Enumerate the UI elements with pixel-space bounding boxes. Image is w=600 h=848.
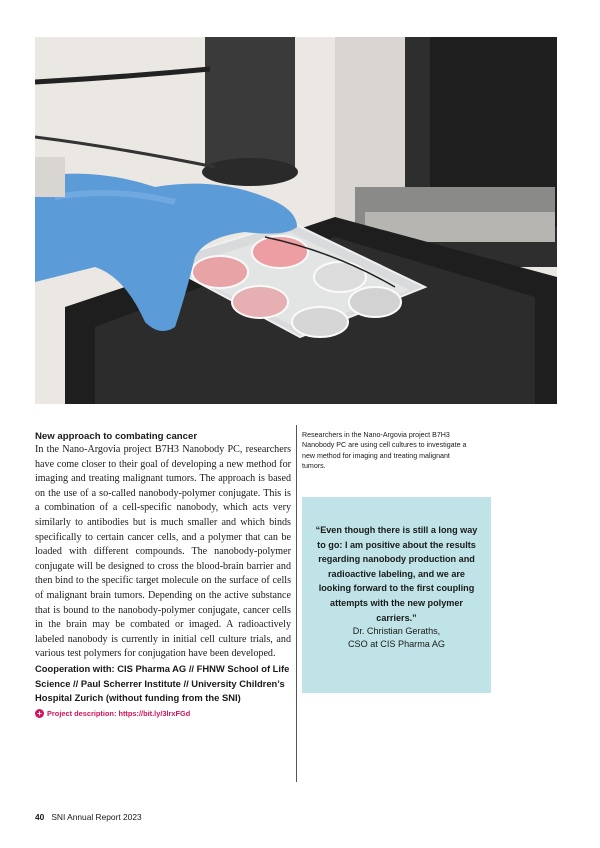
project-link-label[interactable]: Project description: https://bit.ly/3lrxFGd [47,708,191,718]
article-body: In the Nano-Argovia project B7H3 Nanobody PC, researchers have come closer to their goal of developing a new method for imaging and treating malignant tumors. The approach is based on the use of a so-called nanobody-polymer conjugate. This is a combination of a cell-specific nanobody, which acts very similarly to antibodies but is much smaller and which binds specifically to certain cancer cells, and a polymer that can be loaded with different compounds. The nanobody-polymer conjugate will be designed to cross the blood-brain barrier and then bind to the specific target molecule on the surface of cells of malignant brain tumors. Depending on the active substance that is bound to the nanobody-polymer conjugate, cancer cells in the brain may be combated or imaged. A radioactively labeled nanobody is currently in initial cell culture trials, and various test polymers for conjugation have been developed. [35,444,291,660]
photo-caption: Researchers in the Nano-Argovia project B7H3 Nanobody PC are using cell cultures to investigate a new method for imaging and treating malignant tumors. [302,431,467,470]
article-heading: New approach to combating cancer [35,431,198,442]
article-column [35,430,291,718]
project-link[interactable] [35,709,291,718]
quote-text: “Even though there is still a long way to go: I am positive about the results regarding nanobody production and radioactive labeling, and we are looking forward to the first coupling attempts with the new polymer carriers.” [315,525,478,623]
plus-circle-icon: + [35,709,44,718]
page-number: 40 [35,812,45,822]
column-divider [296,425,297,782]
publication-title: SNI Annual Report 2023 [51,812,142,822]
quote-author: Dr. Christian Geraths, [352,626,441,637]
quote-role: CSO at CIS Pharma AG [347,639,446,650]
lab-photo [35,37,557,404]
page-footer [35,812,142,822]
quote-box [302,497,491,693]
lab-photo-illustration [35,37,557,404]
cooperation-text: Cooperation with: CIS Pharma AG // FHNW School of Life Science // Paul Scherrer Institute // University Children’s Hospital Zurich (without funding from the SNI) [35,662,290,704]
